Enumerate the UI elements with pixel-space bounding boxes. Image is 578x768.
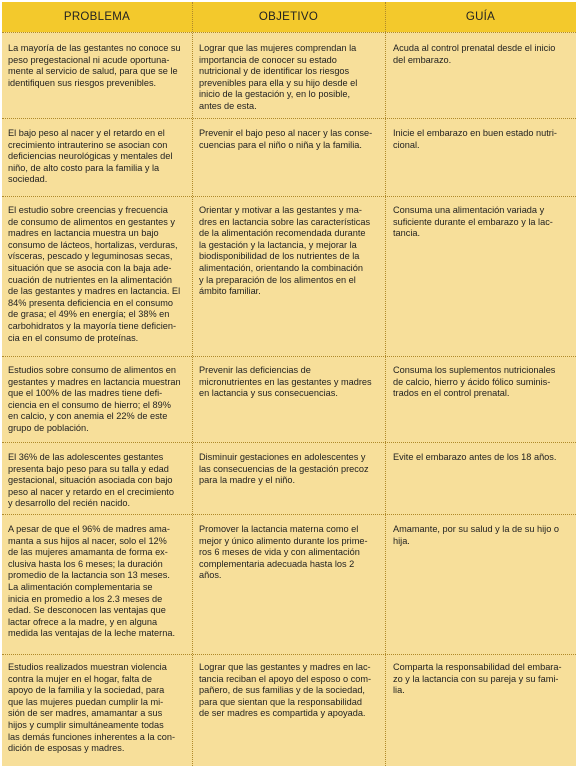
row-divider: [2, 654, 576, 655]
row-7-objetivo: Lograr que las gestantes y madres en lac- tancia reciban el apoyo del esposo o com- pañero, de sus familias y de la sociedad, para que sientan que la responsabilidad de ser madres es compartida y apoyada.: [199, 662, 372, 719]
row-6-problema: A pesar de que el 96% de madres ama- manta a sus hijos al nacer, solo el 12% de las mujeres amamanta de forma ex- clusiva hasta los 6 meses; la duración promedio de la lactancia son 13 meses. La alimentación complementaria se inicia en promedio a los 2.3 meses de edad. Se desconocen las ventajas que lactar ofrece a la madre, y en alguna medida las ventajas de la leche materna.: [8, 524, 176, 639]
row-6-guia: Amamante, por su salud y la de su hijo o hija.: [393, 524, 559, 546]
row-4-problema: Estudios sobre consumo de alimentos en gestantes y madres en lactancia muestran que el 100% de las madres tiene defi- ciencia en el consumo de hierro; el 89% en calcio, y con anemia el 22% de este grupo de población.: [8, 365, 181, 433]
row-4-guia: Consuma los suplementos nutricionales de calcio, hierro y ácido fólico suminis- trados en el control prenatal.: [393, 365, 556, 399]
row-2-problema: El bajo peso al nacer y el retardo en el crecimiento intrauterino se asocian con deficiencias neurológicas y mentales del niño, de alto costo para la familia y la sociedad.: [8, 128, 173, 185]
row-divider: [2, 118, 576, 119]
row-3-problema: El estudio sobre creencias y frecuencia de consumo de alimentos en gestantes y madres en lactancia muestra un bajo consumo de lácteos, hortalizas, verduras, vísceras, pescado y leguminosas secas, situación que se asocia con la baja ade- cuación de nutrientes en la alimentación de las gestantes y madres en lactancia. El 84% presenta deficiencia en el consumo de grasa; el 49% en energía; el 38% en carbohidratos y la mayoría tiene deficien- cia en el consumo de proteínas.: [8, 205, 181, 343]
row-3-guia: Consuma una alimentación variada y suficiente durante el embarazo y la lac- tancia.: [393, 205, 553, 239]
row-3-objetivo: Orientar y motivar a las gestantes y ma- dres en lactancia sobre las características de la alimentación recomendada durante la gestación y la lactancia, y mejorar la biodisponibilidad de los nutrientes de la alimentación, orientando la combinación y la preparación de los alimentos en el ámbito familiar.: [199, 205, 371, 297]
column-divider: [385, 2, 386, 766]
row-5-problema: El 36% de las adolescentes gestantes presenta bajo peso para su talla y edad gestacional, situación asociada con bajo peso al nacer y retardo en el crecimiento y desarrollo del recién nacido.: [8, 452, 174, 509]
row-7-problema: Estudios realizados muestran violencia contra la mujer en el hogar, falta de apoyo de la familia y la sociedad, para que las mujeres puedan cumplir la mi- sión de ser madres, amamantar a sus hijos y cumplir simultáneamente todas las demás funciones inherentes a la con- dición de esposas y madres.: [8, 662, 176, 754]
row-7-guia: Comparta la responsabilidad del embara- zo y la lactancia con su pareja y su fami- lia.: [393, 662, 562, 696]
row-1-guia: Acuda al control prenatal desde el inicio del embarazo.: [393, 43, 556, 65]
row-4-objetivo: Prevenir las deficiencias de micronutrientes en las gestantes y madres en lactancia y sus consecuencias.: [199, 365, 372, 399]
row-divider: [2, 442, 576, 443]
row-divider: [2, 196, 576, 197]
row-1-objetivo: Lograr que las mujeres comprendan la importancia de conocer su estado nutricional y de identificar los riesgos prevenibles para ella y su hijo desde el inicio de la gestación y, en lo posible, antes de esta.: [199, 43, 358, 111]
row-divider: [2, 356, 576, 357]
header-guia: GUÍA: [465, 11, 496, 23]
column-divider: [192, 2, 193, 766]
row-2-objetivo: Prevenir el bajo peso al nacer y las conse- cuencias para el niño o niña y la familia.: [199, 128, 373, 150]
row-divider: [2, 514, 576, 515]
row-2-guia: Inicie el embarazo en buen estado nutri- cional.: [393, 128, 557, 150]
row-5-objetivo: Disminuir gestaciones en adolescentes y las consecuencias de la gestación precoz para la madre y el niño.: [199, 452, 369, 486]
table-header-row: [2, 2, 576, 32]
row-1-problema: La mayoría de las gestantes no conoce su peso pregestacional ni acude oportuna- mente al servicio de salud, para que se le identifiquen sus riesgos prevenibles.: [8, 43, 181, 88]
header-objetivo: OBJETIVO: [258, 11, 319, 23]
row-6-objetivo: Promover la lactancia materna como el mejor y único alimento durante los prime- ros 6 meses de vida y con alimentación complementaria adecuada hasta los 2 años.: [199, 524, 368, 581]
nutrition-guide-table: [2, 2, 576, 766]
header-problema: PROBLEMA: [63, 11, 131, 23]
row-divider: [2, 32, 576, 33]
row-5-guia: Evite el embarazo antes de los 18 años.: [393, 452, 557, 462]
